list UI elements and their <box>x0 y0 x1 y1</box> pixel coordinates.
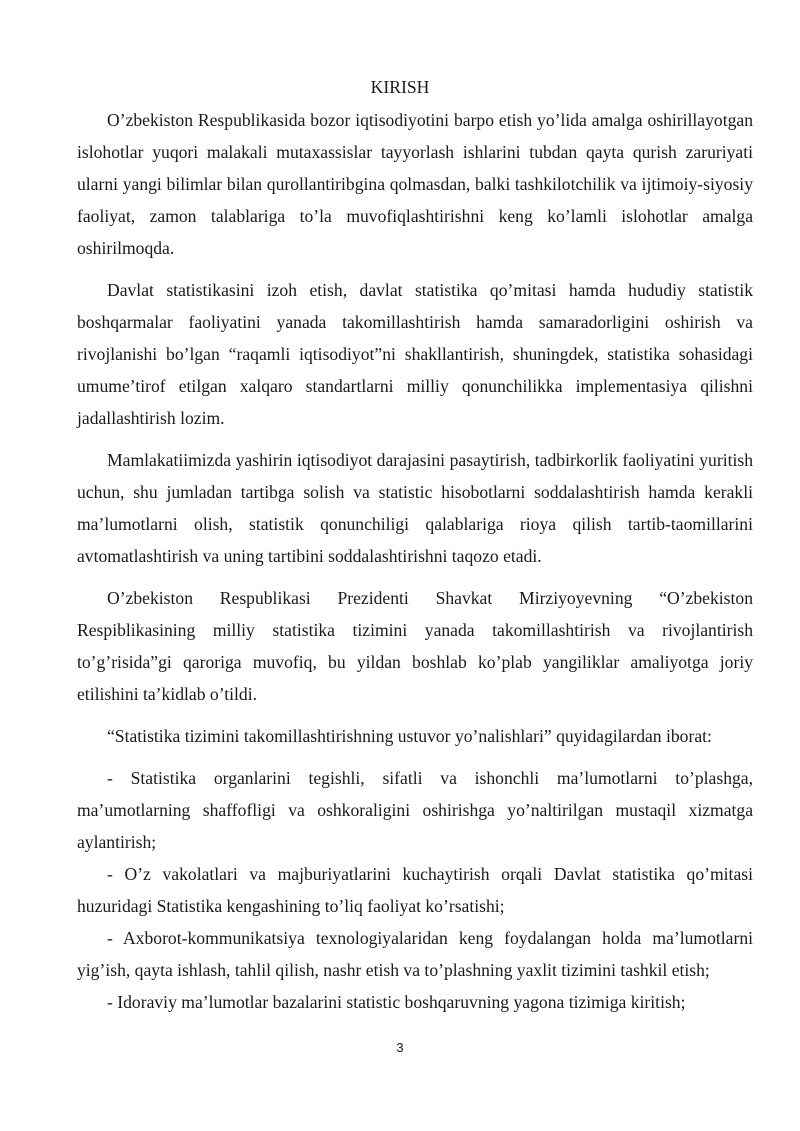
paragraph: O’zbekiston Respublikasi Prezidenti Shavkat Mirziyoyevning “O’zbekiston Respiblikasining milliy statistika tizimini yanada takomillashtirish va rivojlantirish to’g’risida”gi qaroriga muvofiq, bu yildan boshlab ko’plab yangiliklar amaliyotga joriy etilishini ta’kidlab o’tildi. <box>77 588 753 704</box>
list-item: - Idoraviy ma’lumotlar bazalarini statistic boshqaruvning yagona tizimiga kiritish; <box>107 992 686 1012</box>
list-item: - Statistika organlarini tegishli, sifatli va ishonchli ma’lumotlarni to’plashga, ma’umotlarning shaffofligi va oshkoraligini oshirishga yo’naltirilgan mustaqil xizmatga aylantirish; <box>77 768 753 852</box>
paragraph: Davlat statistikasini izoh etish, davlat statistika qo’mitasi hamda hududiy statistik boshqarmalar faoliyatini yanada takomillashtirish hamda samaradorligini oshirish va rivojlanishi bo’lgan “raqamli iqtisodiyot”ni shakllantirish, shuningdek, statistika sohasidagi umume’tirof etilgan xalqaro standartlarni milliy qonunchilikka implementasiya qilishni jadallashtirish lozim. <box>77 280 753 428</box>
page-number: 3 <box>396 1040 404 1055</box>
body-text <box>77 104 753 1018</box>
paragraph: “Statistika tizimini takomillashtirishning ustuvor yo’nalishlari” quyidagilardan iborat: <box>107 726 712 746</box>
list-item: - O’z vakolatlari va majburiyatlarini kuchaytirish orqali Davlat statistika qo’mitasi huzuridagi Statistika kengashining to’liq faoliyat ko’rsatishi; <box>77 864 753 916</box>
paragraph: Mamlakatiimizda yashirin iqtisodiyot darajasini pasaytirish, tadbirkorlik faoliyatini yuritish uchun, shu jumladan tartibga solish va statistic hisobotlarni soddalashtirish hamda kerakli ma’lumotlarni olish, statistik qonunchiligi qalablariga rioya qilish tartib-taomillarini avtomatlashtirish va uning tartibini soddalashtirishni taqozo etadi. <box>77 450 753 566</box>
section-heading: KIRISH <box>370 77 430 97</box>
paragraph: O’zbekiston Respublikasida bozor iqtisodiyotini barpo etish yo’lida amalga oshirillayotgan islohotlar yuqori malakali mutaxassislar tayyorlash ishlarini tubdan qayta qurish zaruriyati ularni yangi bilimlar bilan qurollantiribgina qolmasdan, balki tashkilotchilik va ijtimoiy-siyosiy faoliyat, zamon talablariga to’la muvofiqlashtirishni keng ko’lamli islohotlar amalga oshirilmoqda. <box>77 110 753 258</box>
list-item: - Axborot-kommunikatsiya texnologiyalaridan keng foydalangan holda ma’lumotlarni yig’ish, qayta ishlash, tahlil qilish, nashr etish va to’plashning yaxlit tizimini tashkil etish; <box>77 928 753 980</box>
